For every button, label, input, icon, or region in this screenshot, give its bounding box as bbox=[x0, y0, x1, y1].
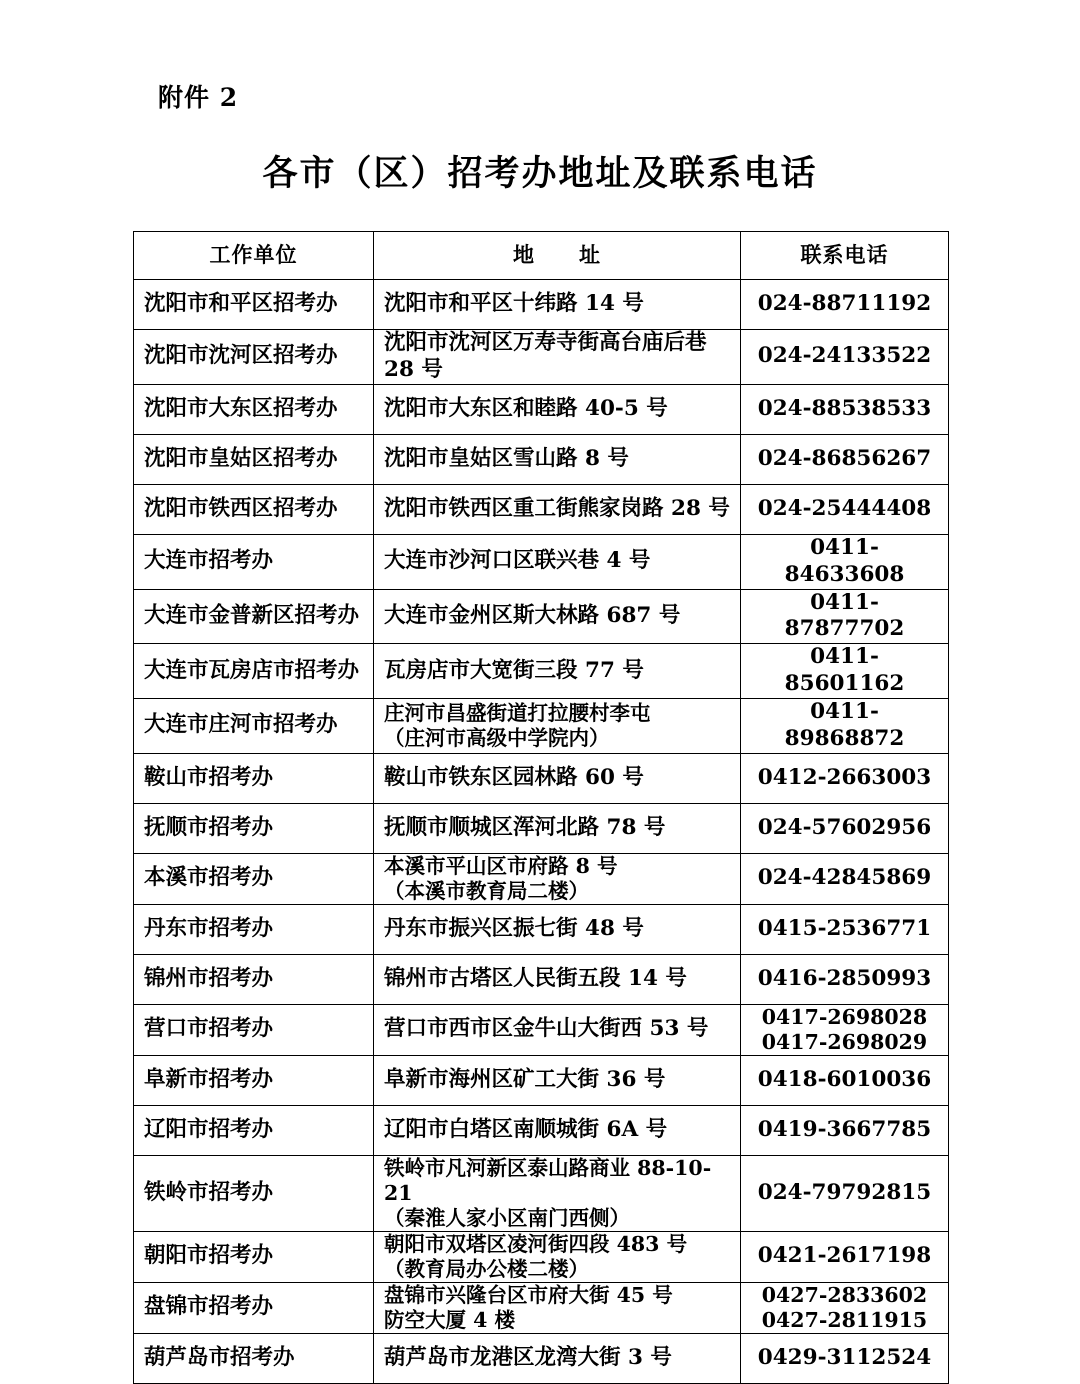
cell-phone: 0416-2850993 bbox=[741, 954, 949, 1004]
cell-address bbox=[374, 699, 741, 754]
cell-unit: 沈阳市大东区招考办 bbox=[134, 384, 374, 434]
cell-phone: 024-86856267 bbox=[741, 434, 949, 484]
cell-unit: 本溪市招考办 bbox=[134, 853, 374, 904]
cell-unit: 大连市招考办 bbox=[134, 534, 374, 589]
cell-unit: 大连市瓦房店市招考办 bbox=[134, 644, 374, 699]
table-row bbox=[134, 1155, 949, 1231]
cell-phone: 0415-2536771 bbox=[741, 904, 949, 954]
cell-phone bbox=[741, 1282, 949, 1333]
cell-unit: 盘锦市招考办 bbox=[134, 1282, 374, 1333]
cell-unit: 葫芦岛市招考办 bbox=[134, 1333, 374, 1383]
table-row bbox=[134, 954, 949, 1004]
cell-phone: 024-88538533 bbox=[741, 384, 949, 434]
cell-address bbox=[374, 1155, 741, 1231]
table-row bbox=[134, 753, 949, 803]
address-line-1: 本溪市平山区市府路 8 号 bbox=[384, 853, 618, 878]
cell-unit: 辽阳市招考办 bbox=[134, 1105, 374, 1155]
address-line-2: （庄河市高级中学院内） bbox=[384, 725, 610, 750]
table-body bbox=[134, 280, 949, 1384]
cell-phone: 0411-84633608 bbox=[741, 534, 949, 589]
table-row bbox=[134, 534, 949, 589]
table-row bbox=[134, 1004, 949, 1055]
cell-phone: 024-42845869 bbox=[741, 853, 949, 904]
cell-phone: 0411-89868872 bbox=[741, 699, 949, 754]
cell-unit: 锦州市招考办 bbox=[134, 954, 374, 1004]
cell-phone: 0412-2663003 bbox=[741, 753, 949, 803]
phone-line-2: 0427-2811915 bbox=[761, 1307, 928, 1332]
cell-unit: 大连市庄河市招考办 bbox=[134, 699, 374, 754]
cell-address: 营口市西市区金牛山大街西 53 号 bbox=[374, 1004, 741, 1055]
cell-address: 沈阳市大东区和睦路 40-5 号 bbox=[374, 384, 741, 434]
cell-unit: 抚顺市招考办 bbox=[134, 803, 374, 853]
table-row bbox=[134, 1282, 949, 1333]
table-row bbox=[134, 1055, 949, 1105]
address-line-1: 盘锦市兴隆台区市府大街 45 号 bbox=[384, 1282, 673, 1307]
cell-unit: 营口市招考办 bbox=[134, 1004, 374, 1055]
cell-phone: 024-57602956 bbox=[741, 803, 949, 853]
address-line-1: 庄河市昌盛街道打拉腰村李屯 bbox=[384, 700, 651, 725]
attachment-label: 附件 2 bbox=[158, 83, 239, 112]
table-row bbox=[134, 904, 949, 954]
cell-phone: 024-25444408 bbox=[741, 484, 949, 534]
cell-phone: 0411-85601162 bbox=[741, 644, 949, 699]
cell-phone: 0418-6010036 bbox=[741, 1055, 949, 1105]
table-header-row bbox=[134, 232, 949, 280]
contact-table bbox=[133, 231, 949, 1384]
cell-address: 瓦房店市大宽街三段 77 号 bbox=[374, 644, 741, 699]
cell-phone bbox=[741, 1004, 949, 1055]
cell-phone: 024-24133522 bbox=[741, 330, 949, 385]
table-row bbox=[134, 384, 949, 434]
column-header-address: 地 址 bbox=[374, 232, 741, 280]
cell-address: 沈阳市铁西区重工街熊家岗路 28 号 bbox=[374, 484, 741, 534]
cell-address: 大连市沙河口区联兴巷 4 号 bbox=[374, 534, 741, 589]
cell-address: 葫芦岛市龙港区龙湾大街 3 号 bbox=[374, 1333, 741, 1383]
table-row bbox=[134, 1105, 949, 1155]
cell-unit: 大连市金普新区招考办 bbox=[134, 589, 374, 644]
table-row bbox=[134, 644, 949, 699]
cell-address bbox=[374, 1282, 741, 1333]
table-row bbox=[134, 853, 949, 904]
cell-address bbox=[374, 1231, 741, 1282]
table-row bbox=[134, 803, 949, 853]
cell-address: 锦州市古塔区人民街五段 14 号 bbox=[374, 954, 741, 1004]
cell-unit: 沈阳市沈河区招考办 bbox=[134, 330, 374, 385]
cell-phone: 0429-3112524 bbox=[741, 1333, 949, 1383]
address-line-2: （本溪市教育局二楼） bbox=[384, 878, 589, 903]
column-header-phone: 联系电话 bbox=[741, 232, 949, 280]
page-title: 各市（区）招考办地址及联系电话 bbox=[262, 153, 818, 194]
address-line-1: 朝阳市双塔区凌河街四段 483 号 bbox=[384, 1231, 688, 1256]
cell-address: 辽阳市白塔区南顺城街 6A 号 bbox=[374, 1105, 741, 1155]
cell-unit: 阜新市招考办 bbox=[134, 1055, 374, 1105]
cell-unit: 沈阳市铁西区招考办 bbox=[134, 484, 374, 534]
address-line-1: 铁岭市凡河新区泰山路商业 88-10-21 bbox=[384, 1155, 712, 1205]
address-line-2: 防空大厦 4 楼 bbox=[384, 1307, 516, 1332]
cell-phone: 024-79792815 bbox=[741, 1155, 949, 1231]
cell-phone: 0421-2617198 bbox=[741, 1231, 949, 1282]
cell-unit: 朝阳市招考办 bbox=[134, 1231, 374, 1282]
table-row bbox=[134, 434, 949, 484]
cell-address: 沈阳市和平区十纬路 14 号 bbox=[374, 280, 741, 330]
cell-unit: 沈阳市皇姑区招考办 bbox=[134, 434, 374, 484]
phone-line-2: 0417-2698029 bbox=[761, 1029, 928, 1054]
cell-phone: 024-88711192 bbox=[741, 280, 949, 330]
cell-address: 丹东市振兴区振七街 48 号 bbox=[374, 904, 741, 954]
column-header-unit: 工作单位 bbox=[134, 232, 374, 280]
address-line-2: （教育局办公楼二楼） bbox=[384, 1256, 589, 1281]
cell-address: 鞍山市铁东区园林路 60 号 bbox=[374, 753, 741, 803]
table-header bbox=[134, 232, 949, 280]
cell-unit: 鞍山市招考办 bbox=[134, 753, 374, 803]
address-line-2: （秦淮人家小区南门西侧） bbox=[384, 1205, 630, 1230]
cell-phone: 0419-3667785 bbox=[741, 1105, 949, 1155]
cell-phone: 0411-87877702 bbox=[741, 589, 949, 644]
cell-address: 大连市金州区斯大林路 687 号 bbox=[374, 589, 741, 644]
table-row bbox=[134, 589, 949, 644]
table-row bbox=[134, 699, 949, 754]
cell-unit: 丹东市招考办 bbox=[134, 904, 374, 954]
phone-line-1: 0417-2698028 bbox=[761, 1004, 928, 1029]
table-row bbox=[134, 1333, 949, 1383]
phone-line-1: 0427-2833602 bbox=[761, 1282, 928, 1307]
table-row bbox=[134, 484, 949, 534]
cell-unit: 铁岭市招考办 bbox=[134, 1155, 374, 1231]
table-row bbox=[134, 330, 949, 385]
table-row bbox=[134, 1231, 949, 1282]
cell-unit: 沈阳市和平区招考办 bbox=[134, 280, 374, 330]
cell-address: 沈阳市皇姑区雪山路 8 号 bbox=[374, 434, 741, 484]
cell-address: 抚顺市顺城区浑河北路 78 号 bbox=[374, 803, 741, 853]
cell-address: 阜新市海州区矿工大街 36 号 bbox=[374, 1055, 741, 1105]
cell-address bbox=[374, 853, 741, 904]
table-row bbox=[134, 280, 949, 330]
cell-address: 沈阳市沈河区万寿寺街高台庙后巷 28 号 bbox=[374, 330, 741, 385]
